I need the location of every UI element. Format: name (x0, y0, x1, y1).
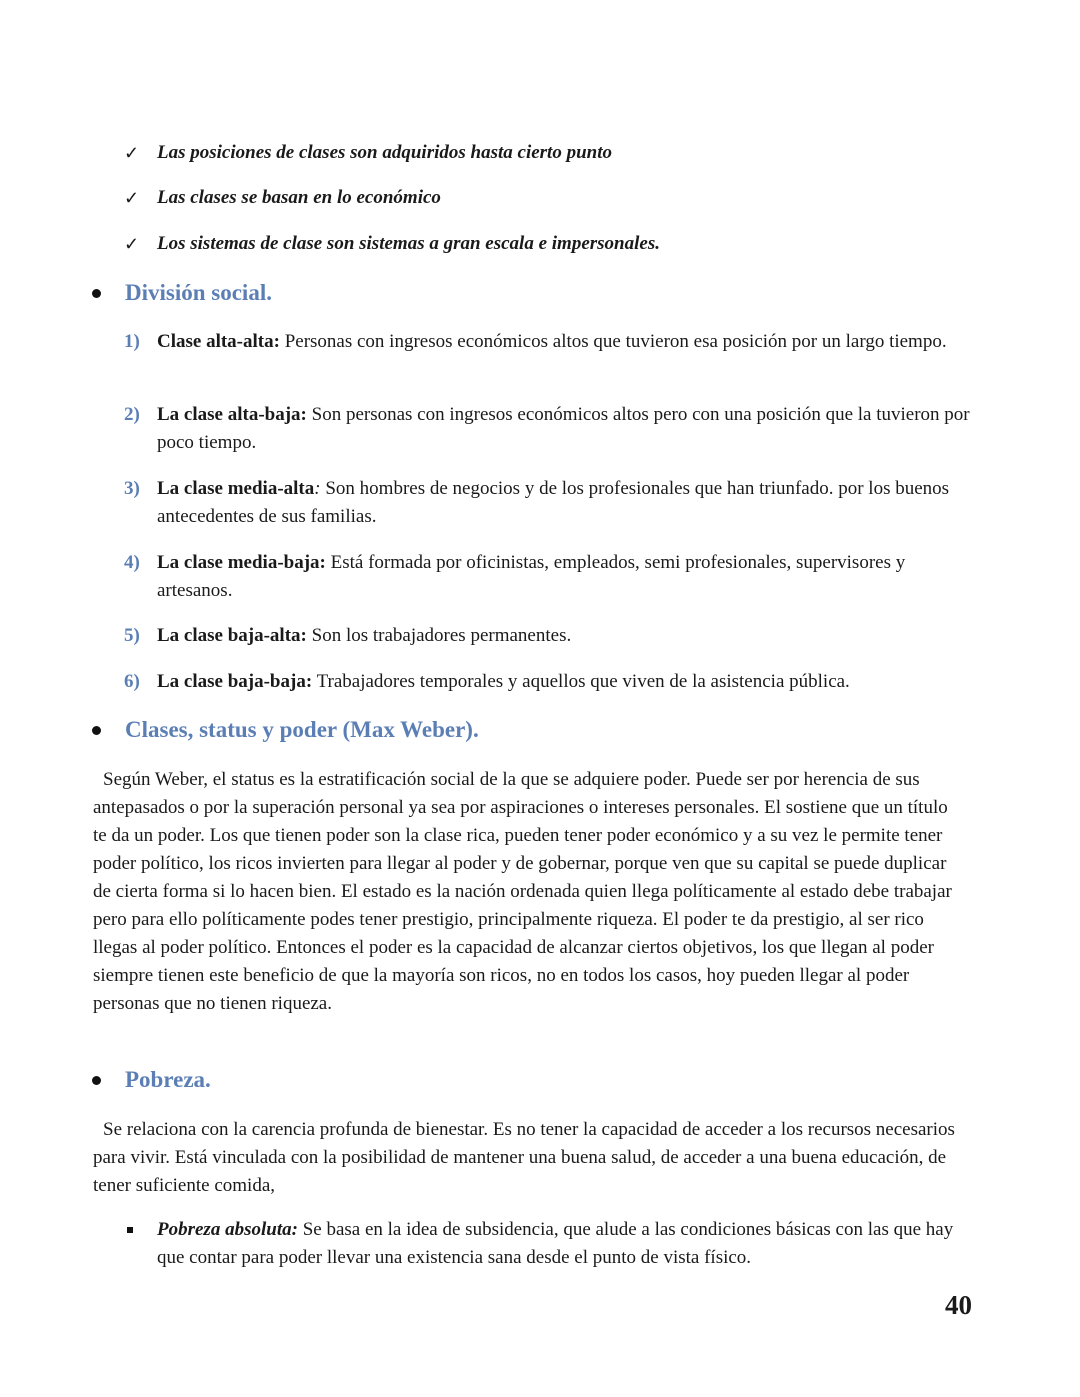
bullet-icon (92, 1076, 101, 1085)
list-item: Pobreza absoluta: Se basa en la idea de subsidencia, que alude a las condiciones básicas con las que hay que contar para poder llevar una existencia sana desde el punto de vista físico. (124, 1216, 974, 1272)
list-item: 2) La clase alta-baja: Son personas con ingresos económicos altos pero con una posición que la tuvieron por poco tiempo. (124, 404, 970, 453)
bullet-icon (92, 726, 101, 735)
checkmark-icon: ✓ (124, 188, 140, 208)
bullet-icon (92, 289, 101, 298)
paragraph: Según Weber, el status es la estratificación social de la que se adquiere poder. Puede ser por herencia de sus antepasados o por la superación personal ya sea por aspiraciones o intereses personales. El sostiene que un título te da un poder. Los que tienen poder son la clase rica, pueden tener poder económico y a su vez le permite tener poder político, los ricos invierten para llegar al poder y de gobernar, porque ven que su capital se puede duplicar de cierta forma si lo hacen bien. El estado es la nación ordenada quien llega políticamente al estado debe trabajar pero para ello políticamente podes tener prestigio, principalmente riqueza. El poder te da prestigio, al ser rico llegas al poder político. Entonces el poder es la capacidad de alcanzar ciertos objetivos, los que llegan al poder siempre tienen este beneficio de que la mayoría son ricos, no en todos los casos, hoy pueden llegar al poder personas que no tienen riqueza. (93, 769, 952, 1014)
page-number: 40 (945, 1290, 972, 1320)
list-item: 4) La clase media-baja: Está formada por oficinistas, empleados, semi profesionales, supervisores y artesanos. (124, 552, 906, 601)
paragraph: Se relaciona con la carencia profunda de bienestar. Es no tener la capacidad de acceder a los recursos necesarios para vivir. Está vinculada con la posibilidad de mantener una buena salud, de acceder a una buena educación, de tener suficiente comida, (93, 1119, 955, 1196)
checkmark-icon: ✓ (124, 234, 140, 254)
list-item: 1) Clase alta-alta: Personas con ingresos económicos altos que tuvieron esa posición por un largo tiempo. (124, 331, 947, 352)
list-item: 3) La clase media-alta: Son hombres de negocios y de los profesionales que han triunfado. por los buenos antecedentes de sus familias. (124, 478, 950, 527)
checkmark-icon: ✓ (124, 143, 140, 163)
square-bullet-icon (127, 1227, 133, 1233)
list-item: 6) La clase baja-baja: Trabajadores temporales y aquellos que viven de la asistencia pública. (124, 671, 850, 692)
list-item: 5) La clase baja-alta: Son los trabajadores permanentes. (124, 625, 572, 646)
